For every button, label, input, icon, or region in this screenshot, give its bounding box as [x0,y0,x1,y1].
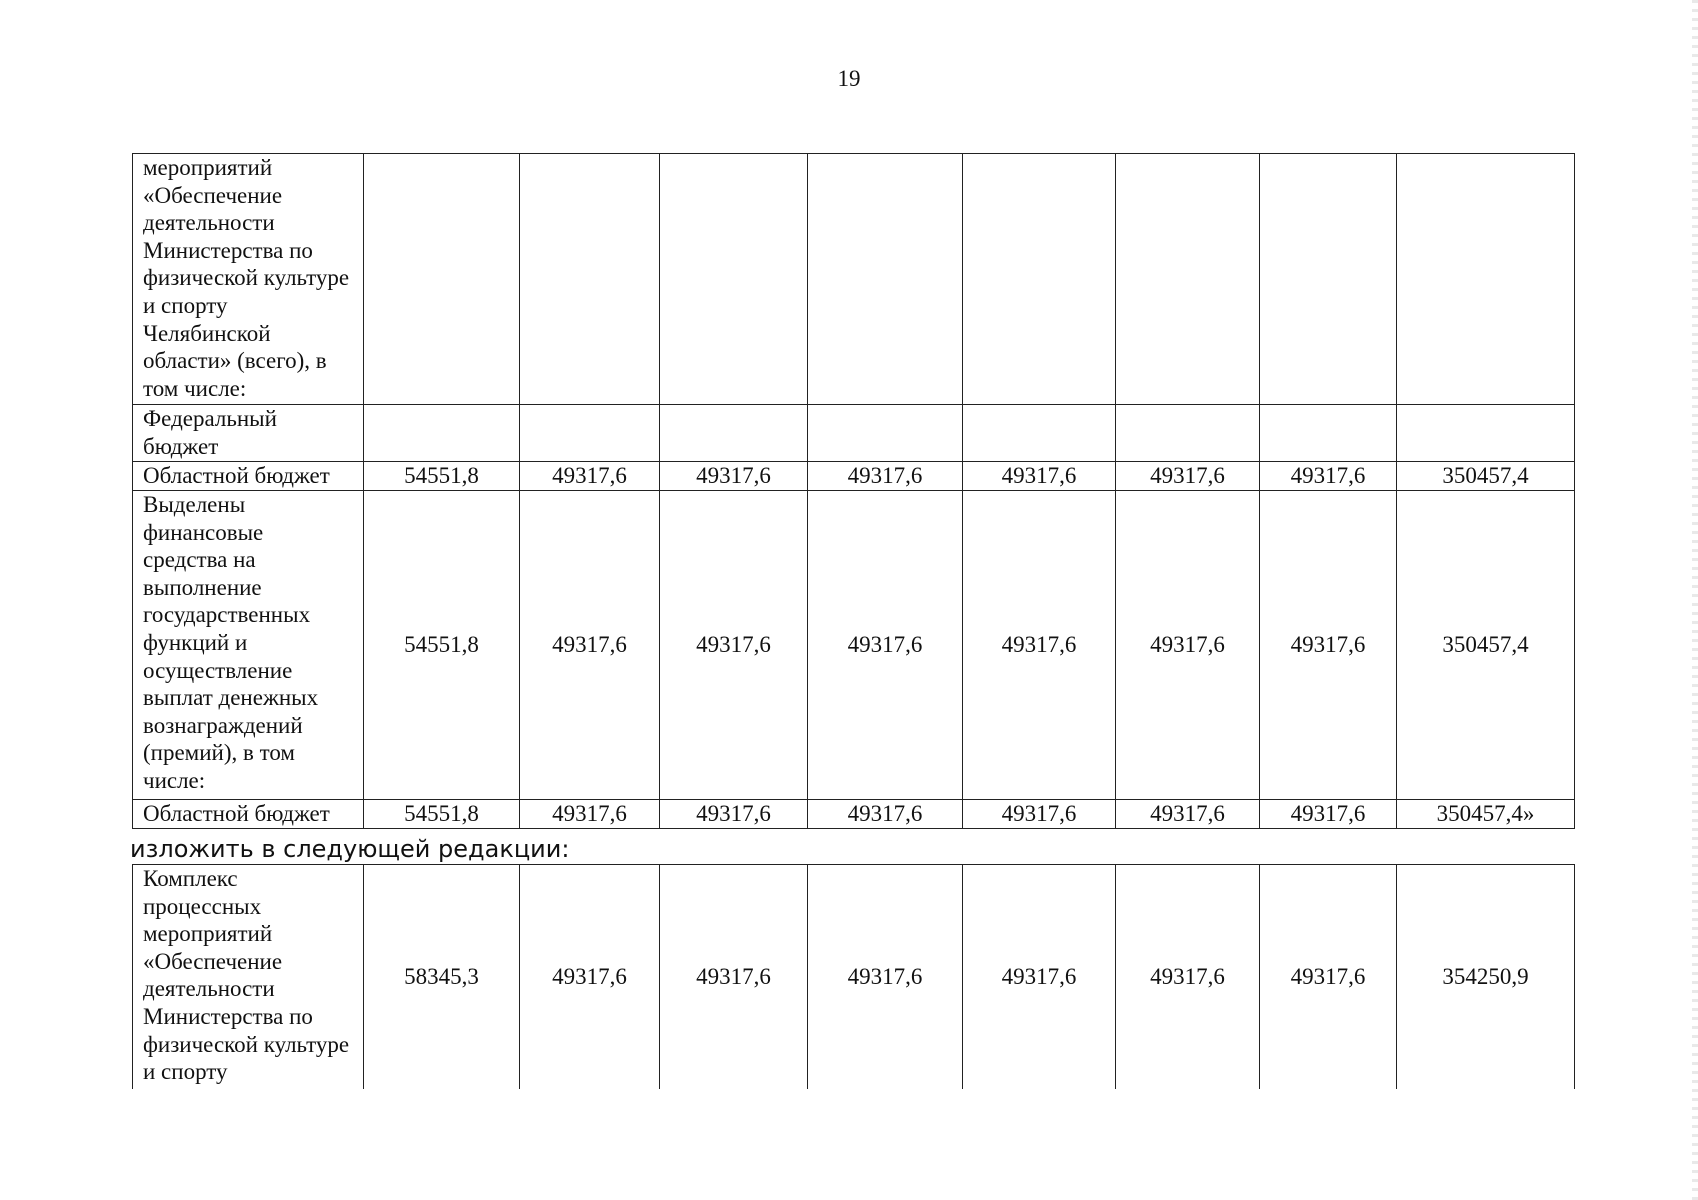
value-cell: 49317,6 [1116,865,1260,1089]
page-number: 19 [837,66,861,91]
row-label: Областной бюджет [133,800,364,829]
total-cell: 350457,4 [1397,462,1575,491]
value-cell: 49317,6 [1116,491,1260,800]
value-cell: 54551,8 [364,800,520,829]
value-cell [364,154,520,405]
value-cell [660,154,808,405]
value-cell [1260,405,1397,462]
value-cell: 49317,6 [520,800,660,829]
value-cell: 49317,6 [520,865,660,1089]
value-cell [1260,154,1397,405]
value-cell [364,405,520,462]
funding-table-old [132,153,1575,829]
value-cell [963,154,1116,405]
value-cell [660,405,808,462]
value-cell: 49317,6 [808,800,963,829]
total-cell: 350457,4» [1397,800,1575,829]
value-cell: 49317,6 [963,462,1116,491]
value-cell: 49317,6 [1260,800,1397,829]
total-cell: 354250,9 [1397,865,1575,1089]
value-cell [520,405,660,462]
value-cell: 49317,6 [660,800,808,829]
value-cell [963,405,1116,462]
table-row [133,154,1575,405]
table-row [133,800,1575,829]
value-cell [808,405,963,462]
funding-table-new [132,864,1575,1089]
row-label: мероприятий «Обеспечение деятельности Министерства по физической культуре и спорту Челябинской области» (всего), в том числе: [133,154,364,405]
row-label: Областной бюджет [133,462,364,491]
value-cell [1116,154,1260,405]
value-cell: 54551,8 [364,491,520,800]
value-cell: 49317,6 [808,491,963,800]
value-cell: 49317,6 [1116,462,1260,491]
value-cell: 49317,6 [660,491,808,800]
value-cell [808,154,963,405]
transition-text: изложить в следующей редакции: [130,835,570,863]
table-row [133,462,1575,491]
total-cell: 350457,4 [1397,491,1575,800]
value-cell: 49317,6 [963,491,1116,800]
value-cell: 49317,6 [1260,462,1397,491]
table-row [133,865,1575,1089]
value-cell: 49317,6 [1260,865,1397,1089]
value-cell: 58345,3 [364,865,520,1089]
value-cell: 49317,6 [963,800,1116,829]
value-cell [520,154,660,405]
value-cell: 49317,6 [808,462,963,491]
total-cell [1397,154,1575,405]
scan-edge [1692,0,1698,1200]
value-cell: 49317,6 [1260,491,1397,800]
table-row [133,491,1575,800]
value-cell: 49317,6 [520,462,660,491]
row-label: Выделены финансовые средства на выполнение государственных функций и осуществление выплат денежных вознаграждений (премий), в том числе: [133,491,364,800]
value-cell: 54551,8 [364,462,520,491]
value-cell: 49317,6 [660,462,808,491]
value-cell: 49317,6 [520,491,660,800]
value-cell: 49317,6 [808,865,963,1089]
table-row [133,405,1575,462]
row-label: Комплекс процессных мероприятий «Обеспечение деятельности Министерства по физической культуре и спорту [133,865,364,1089]
value-cell: 49317,6 [1116,800,1260,829]
value-cell: 49317,6 [963,865,1116,1089]
value-cell: 49317,6 [660,865,808,1089]
total-cell [1397,405,1575,462]
row-label: Федеральный бюджет [133,405,364,462]
value-cell [1116,405,1260,462]
